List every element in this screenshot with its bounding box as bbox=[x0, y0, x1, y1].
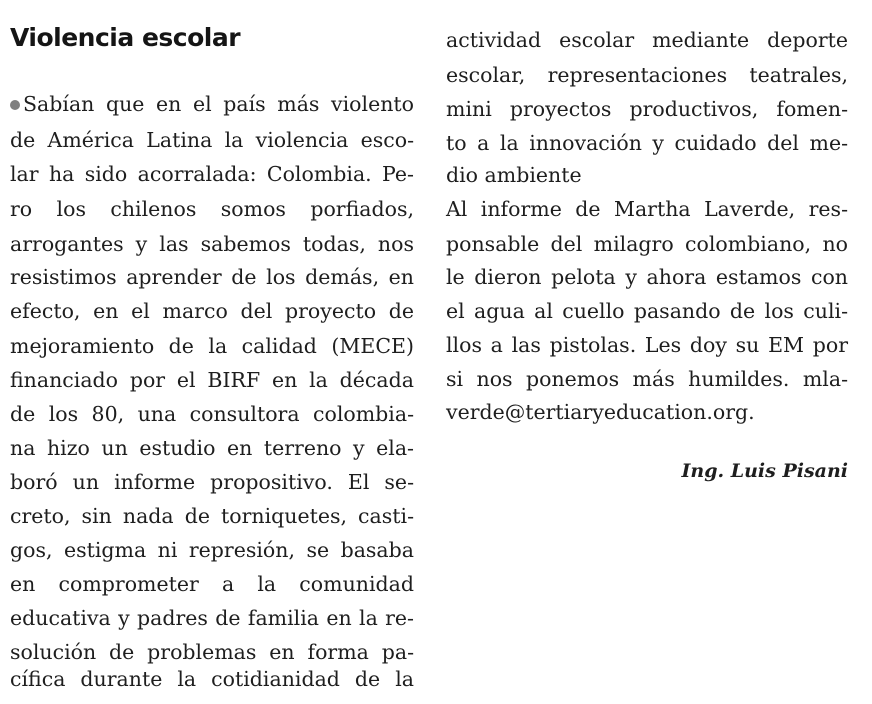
text-line: de los 80, una consultora colombia- bbox=[10, 402, 414, 426]
text-line: lar ha sido acorralada: Colombia. Pe- bbox=[10, 162, 414, 186]
bullet-icon bbox=[10, 100, 20, 110]
text-line: en comprometer a la comunidad bbox=[10, 572, 414, 596]
text-line: ponsable del milagro colombiano, no bbox=[446, 232, 848, 256]
text-line: llos a las pistolas. Les doy su EM por bbox=[446, 333, 848, 357]
text-line: ro los chilenos somos porfiados, bbox=[10, 197, 414, 221]
text-line: solución de problemas en forma pa- bbox=[10, 640, 414, 664]
text-line: cífica durante la cotidianidad de la bbox=[10, 667, 414, 691]
text-line: mini proyectos productivos, fomen- bbox=[446, 97, 848, 121]
text-line: gos, estigma ni represión, se basaba bbox=[10, 538, 414, 562]
text-line: boró un informe propositivo. El se- bbox=[10, 470, 414, 494]
text-line: to a la innovación y cuidado del me- bbox=[446, 131, 848, 155]
text-line: dio ambiente bbox=[446, 163, 582, 187]
text-line: financiado por el BIRF en la década bbox=[10, 368, 414, 392]
text-line: escolar, representaciones teatrales, bbox=[446, 63, 848, 87]
text-line: de América Latina la violencia esco- bbox=[10, 128, 414, 152]
author-signature: Ing. Luis Pisani bbox=[681, 460, 848, 482]
text-line: mejoramiento de la calidad (MECE) bbox=[10, 334, 414, 358]
text-line: le dieron pelota y ahora estamos con bbox=[446, 265, 848, 289]
article-title: Violencia escolar bbox=[10, 23, 241, 52]
text-line: arrogantes y las sabemos todas, nos bbox=[10, 232, 414, 256]
text-line: si nos ponemos más humildes. mla- bbox=[446, 367, 848, 391]
text-line: el agua al cuello pasando de los culi- bbox=[446, 299, 848, 323]
text-line: creto, sin nada de torniquetes, casti- bbox=[10, 504, 414, 528]
text-line: actividad escolar mediante deporte bbox=[446, 28, 848, 52]
text-line: educativa y padres de familia en la re- bbox=[10, 606, 414, 630]
text-line: na hizo un estudio en terreno y ela- bbox=[10, 436, 414, 460]
text-line: Sabían que en el país más violento bbox=[10, 87, 414, 121]
text-line: verde@tertiaryeducation.org. bbox=[446, 400, 755, 424]
text-line: efecto, en el marco del proyecto de bbox=[10, 299, 414, 323]
text-line: Al informe de Martha Laverde, res- bbox=[446, 197, 848, 221]
text-line: resistimos aprender de los demás, en bbox=[10, 265, 414, 289]
